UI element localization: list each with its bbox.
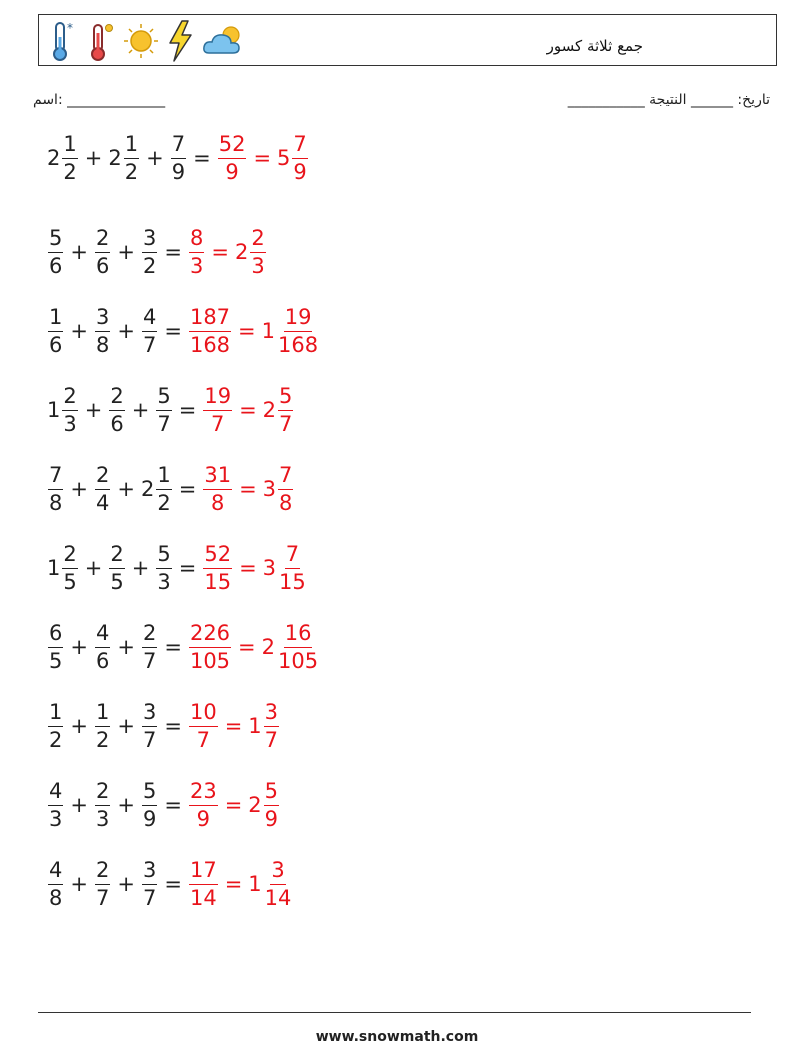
numerator: 4 <box>95 623 110 648</box>
addend-fraction <box>171 131 186 184</box>
denominator: 7 <box>264 727 279 752</box>
weather-icons <box>47 19 247 63</box>
numerator: 5 <box>142 781 157 806</box>
plus-sign: + <box>117 319 135 343</box>
numerator: 2 <box>62 544 77 569</box>
equals-sign: = <box>178 398 197 422</box>
denominator: 168 <box>278 332 319 357</box>
addend-fraction <box>62 383 77 436</box>
denominator: 3 <box>189 253 204 278</box>
whole-number: 2 <box>234 240 249 264</box>
name-field-line: اسم: ______________ <box>33 92 166 108</box>
equals-sign: = <box>193 146 211 170</box>
cloud-sun-icon <box>201 19 247 63</box>
plus-sign: + <box>70 793 88 817</box>
equals-sign: = <box>164 714 182 738</box>
addend-fraction <box>156 462 171 515</box>
numerator: 10 <box>189 702 218 727</box>
whole-number: 2 <box>47 146 61 170</box>
problem-row <box>47 774 280 836</box>
mixed-result-fraction <box>264 699 279 752</box>
denominator: 15 <box>279 569 306 594</box>
denominator: 7 <box>142 332 157 357</box>
numerator: 2 <box>62 386 77 411</box>
numerator: 5 <box>48 228 63 253</box>
numerator: 7 <box>278 465 293 490</box>
improper-result-fraction <box>203 541 232 594</box>
plus-sign: + <box>70 872 88 896</box>
problem-row <box>47 616 320 678</box>
numerator: 1 <box>156 465 171 490</box>
denominator: 5 <box>63 569 77 594</box>
denominator: 7 <box>211 411 225 436</box>
addend-fraction <box>95 462 110 515</box>
denominator: 7 <box>157 411 171 436</box>
equals-sign: = <box>224 872 243 896</box>
whole-number: 5 <box>277 146 291 170</box>
numerator: 3 <box>142 702 157 727</box>
improper-result-fraction <box>189 857 218 910</box>
numerator: 2 <box>142 623 157 648</box>
mixed-result-fraction <box>277 620 319 673</box>
denominator: 7 <box>196 727 210 752</box>
answer <box>202 383 294 436</box>
denominator: 2 <box>63 159 77 184</box>
mixed-result-fraction <box>278 383 293 436</box>
numerator: 5 <box>264 781 279 806</box>
plus-sign: + <box>70 714 88 738</box>
whole-number: 2 <box>140 477 155 501</box>
answer <box>188 304 320 357</box>
equals-sign: = <box>178 556 197 580</box>
denominator: 9 <box>196 806 210 831</box>
problem-row <box>47 379 294 441</box>
equals-sign: = <box>253 146 272 170</box>
addend-fraction <box>142 225 157 278</box>
plus-sign: + <box>70 319 88 343</box>
addend-fraction <box>142 699 157 752</box>
sun-icon <box>123 19 159 63</box>
improper-result-fraction <box>203 462 232 515</box>
plus-sign: + <box>117 872 135 896</box>
whole-number: 1 <box>248 714 262 738</box>
plus-sign: + <box>117 477 135 501</box>
mixed-result-fraction <box>264 778 279 831</box>
whole-number: 1 <box>248 872 262 896</box>
denominator: 7 <box>95 885 110 910</box>
numerator: 16 <box>284 623 313 648</box>
mixed-result-fraction <box>250 225 265 278</box>
denominator: 3 <box>95 806 110 831</box>
plus-sign: + <box>146 146 164 170</box>
numerator: 4 <box>48 781 63 806</box>
equals-sign: = <box>164 240 182 264</box>
equals-sign: = <box>238 635 256 659</box>
numerator: 19 <box>203 386 232 411</box>
numerator: 2 <box>109 544 124 569</box>
equals-sign: = <box>164 872 182 896</box>
denominator: 2 <box>124 159 139 184</box>
numerator: 187 <box>189 307 231 332</box>
numerator: 23 <box>189 781 218 806</box>
improper-result-fraction <box>189 304 231 357</box>
denominator: 14 <box>189 885 217 910</box>
mixed-result-fraction <box>292 131 307 184</box>
answer <box>188 699 280 752</box>
denominator: 2 <box>95 727 110 752</box>
denominator: 3 <box>251 253 265 278</box>
addend-fraction <box>48 462 63 515</box>
date-score-line: تاريخ: ______ النتيجة ___________ <box>567 92 770 108</box>
whole-number: 1 <box>47 398 61 422</box>
whole-number: 2 <box>262 398 277 422</box>
numerator: 7 <box>171 134 186 159</box>
equals-sign: = <box>211 240 229 264</box>
improper-result-fraction <box>189 225 204 278</box>
addend-fraction <box>62 131 77 184</box>
denominator: 3 <box>49 806 63 831</box>
plus-sign: + <box>117 793 135 817</box>
plus-sign: + <box>131 556 150 580</box>
svg-text:*: * <box>67 21 73 35</box>
addend-fraction <box>95 225 110 278</box>
numerator: 2 <box>95 860 110 885</box>
numerator: 2 <box>109 386 124 411</box>
denominator: 7 <box>279 411 293 436</box>
equals-sign: = <box>239 556 257 580</box>
denominator: 9 <box>142 806 157 831</box>
numerator: 226 <box>189 623 231 648</box>
denominator: 7 <box>142 885 157 910</box>
plus-sign: + <box>84 556 103 580</box>
footer-divider <box>38 1012 751 1013</box>
improper-result-fraction <box>189 620 231 673</box>
numerator: 4 <box>48 860 63 885</box>
whole-number: 3 <box>262 556 277 580</box>
addend-fraction <box>156 383 171 436</box>
numerator: 1 <box>62 134 77 159</box>
numerator: 2 <box>95 465 110 490</box>
answer <box>188 225 267 278</box>
answer <box>202 462 294 515</box>
denominator: 7 <box>142 727 157 752</box>
numerator: 1 <box>124 134 139 159</box>
denominator: 14 <box>264 885 292 910</box>
denominator: 6 <box>49 253 63 278</box>
denominator: 8 <box>95 332 110 357</box>
addend-fraction <box>156 541 171 594</box>
problem-row <box>47 300 320 362</box>
equals-sign: = <box>238 319 256 343</box>
equals-sign: = <box>178 477 197 501</box>
footer-url: www.snowmath.com <box>315 1029 479 1045</box>
numerator: 5 <box>156 386 171 411</box>
plus-sign: + <box>84 398 103 422</box>
addend-fraction <box>48 304 63 357</box>
whole-number: 2 <box>108 146 122 170</box>
addend-fraction <box>109 383 124 436</box>
whole-number: 2 <box>261 635 276 659</box>
denominator: 8 <box>49 885 63 910</box>
numerator: 52 <box>203 544 232 569</box>
problem-row <box>47 853 293 915</box>
mixed-result-fraction <box>264 857 293 910</box>
numerator: 8 <box>189 228 204 253</box>
worksheet-header <box>38 14 777 66</box>
denominator: 3 <box>63 411 77 436</box>
problem-row <box>47 221 267 283</box>
addend-fraction <box>95 857 110 910</box>
improper-result-fraction <box>189 778 218 831</box>
improper-result-fraction <box>218 131 247 184</box>
plus-sign: + <box>117 635 135 659</box>
numerator: 17 <box>189 860 218 885</box>
denominator: 6 <box>95 253 110 278</box>
denominator: 6 <box>110 411 124 436</box>
denominator: 8 <box>211 490 225 515</box>
plus-sign: + <box>84 146 103 170</box>
denominator: 5 <box>110 569 124 594</box>
numerator: 19 <box>284 307 313 332</box>
equals-sign: = <box>224 714 243 738</box>
lightning-icon <box>165 19 195 63</box>
problem-row <box>47 127 309 189</box>
denominator: 2 <box>157 490 171 515</box>
numerator: 7 <box>285 544 300 569</box>
denominator: 9 <box>293 159 307 184</box>
denominator: 2 <box>142 253 157 278</box>
denominator: 4 <box>95 490 110 515</box>
whole-number: 2 <box>248 793 262 817</box>
thermometer-cold-icon <box>47 19 79 63</box>
numerator: 4 <box>142 307 157 332</box>
problem-row <box>47 537 308 599</box>
equals-sign: = <box>239 477 257 501</box>
improper-result-fraction <box>203 383 232 436</box>
equals-sign: = <box>164 635 182 659</box>
whole-number: 1 <box>261 319 276 343</box>
denominator: 8 <box>49 490 63 515</box>
denominator: 15 <box>204 569 232 594</box>
equals-sign: = <box>164 793 182 817</box>
answer <box>188 620 320 673</box>
numerator: 2 <box>250 228 265 253</box>
denominator: 6 <box>95 648 110 673</box>
addend-fraction <box>142 620 157 673</box>
addend-fraction <box>142 304 157 357</box>
whole-number: 3 <box>262 477 277 501</box>
numerator: 3 <box>95 307 110 332</box>
denominator: 7 <box>142 648 157 673</box>
denominator: 2 <box>49 727 63 752</box>
equals-sign: = <box>164 319 182 343</box>
addend-fraction <box>109 541 124 594</box>
answer <box>188 857 293 910</box>
equals-sign: = <box>224 793 243 817</box>
numerator: 7 <box>292 134 307 159</box>
addend-fraction <box>95 304 110 357</box>
denominator: 6 <box>49 332 63 357</box>
numerator: 3 <box>142 228 157 253</box>
addend-fraction <box>62 541 77 594</box>
addend-fraction <box>142 778 157 831</box>
numerator: 7 <box>48 465 63 490</box>
addend-fraction <box>48 857 63 910</box>
denominator: 8 <box>279 490 293 515</box>
plus-sign: + <box>70 635 88 659</box>
problem-row <box>47 458 294 520</box>
mixed-result-fraction <box>278 462 293 515</box>
denominator: 9 <box>225 159 239 184</box>
numerator: 1 <box>95 702 110 727</box>
numerator: 5 <box>278 386 293 411</box>
numerator: 3 <box>264 702 279 727</box>
problem-row <box>47 695 280 757</box>
thermometer-hot-icon <box>85 19 117 63</box>
addend-fraction <box>124 131 139 184</box>
numerator: 52 <box>218 134 247 159</box>
addend-fraction <box>48 225 63 278</box>
denominator: 105 <box>189 648 231 673</box>
worksheet-title: جمع ثلاثة كسور <box>546 37 643 55</box>
answer <box>217 131 309 184</box>
plus-sign: + <box>70 477 88 501</box>
addend-fraction <box>95 699 110 752</box>
denominator: 105 <box>278 648 319 673</box>
addend-fraction <box>48 699 63 752</box>
plus-sign: + <box>131 398 150 422</box>
denominator: 9 <box>171 159 186 184</box>
plus-sign: + <box>70 240 88 264</box>
numerator: 5 <box>156 544 171 569</box>
addend-fraction <box>48 778 63 831</box>
numerator: 1 <box>48 307 63 332</box>
plus-sign: + <box>117 240 135 264</box>
plus-sign: + <box>117 714 135 738</box>
addend-fraction <box>95 620 110 673</box>
answer <box>202 541 307 594</box>
numerator: 2 <box>95 781 110 806</box>
equals-sign: = <box>239 398 257 422</box>
addend-fraction <box>48 620 63 673</box>
denominator: 9 <box>264 806 279 831</box>
denominator: 5 <box>49 648 63 673</box>
numerator: 3 <box>142 860 157 885</box>
addend-fraction <box>142 857 157 910</box>
answer <box>188 778 280 831</box>
improper-result-fraction <box>189 699 218 752</box>
whole-number: 1 <box>47 556 61 580</box>
denominator: 168 <box>189 332 231 357</box>
addend-fraction <box>95 778 110 831</box>
numerator: 6 <box>48 623 63 648</box>
numerator: 31 <box>203 465 232 490</box>
denominator: 3 <box>157 569 171 594</box>
mixed-result-fraction <box>278 541 307 594</box>
numerator: 2 <box>95 228 110 253</box>
mixed-result-fraction <box>277 304 319 357</box>
numerator: 1 <box>48 702 63 727</box>
numerator: 3 <box>270 860 285 885</box>
